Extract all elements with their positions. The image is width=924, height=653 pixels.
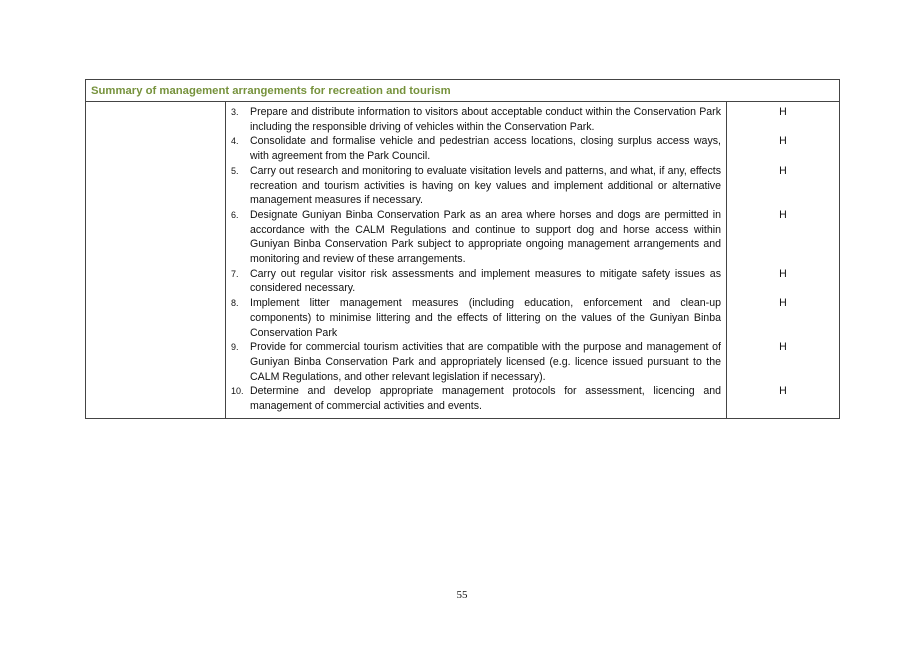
action-item	[231, 164, 721, 208]
table-header: Summary of management arrangements for recreation and tourism	[86, 80, 839, 102]
action-text: Consolidate and formalise vehicle and pedestrian access locations, closing surplus access ways, with agreement from the Park Council.	[250, 135, 721, 163]
priority-value: H	[779, 385, 787, 398]
action-text: Prepare and distribute information to visitors about acceptable conduct within the Conservation Park including the responsible driving of vehicles within the Conservation Park.	[250, 106, 721, 133]
priority-column	[727, 102, 839, 418]
page-number: 55	[456, 589, 468, 601]
empty-column	[86, 102, 226, 418]
action-number: 6.	[231, 209, 239, 220]
action-number: 3.	[231, 107, 239, 117]
action-item	[231, 296, 721, 340]
action-number: 9.	[231, 342, 239, 353]
action-text: Carry out regular visitor risk assessments and implement measures to mitigate safety issues as considered necessary.	[250, 267, 721, 295]
action-number: 4.	[231, 136, 239, 147]
action-number: 8.	[231, 298, 239, 309]
action-text: Designate Guniyan Binba Conservation Park as an area where horses and dogs are permitted in accordance with the CALM Regulations and continue to support dog and horse access within Guniyan Binba Conservation Park subject to appropriate ongoing management arrangements and monitoring and review of these arrangements.	[250, 208, 721, 266]
action-text: Carry out research and monitoring to evaluate visitation levels and patterns, and what, if any, effects recreation and tourism activities is having on key values and implement additional or alternative management measures if necessary.	[250, 164, 721, 207]
priority-value: H	[779, 164, 787, 177]
priority-value: H	[779, 208, 787, 221]
action-item	[231, 384, 721, 413]
action-item	[231, 267, 721, 296]
action-number: 7.	[231, 268, 239, 279]
action-list	[231, 105, 721, 414]
action-text: Implement litter management measures (including education, enforcement and clean-up components) to minimise littering and the effects of littering on the values of the Guniyan Binba Conservation Park	[250, 297, 721, 339]
priority-value: H	[779, 106, 787, 118]
priority-value: H	[779, 297, 787, 310]
management-summary-table	[85, 79, 840, 419]
action-item	[231, 134, 721, 163]
priority-value: H	[779, 341, 787, 354]
action-item	[231, 105, 721, 134]
action-number: 10.	[231, 386, 244, 397]
action-item	[231, 340, 721, 384]
table-body	[86, 102, 839, 418]
action-item	[231, 208, 721, 267]
priority-value: H	[779, 267, 787, 280]
action-text: Provide for commercial tourism activities that are compatible with the purpose and management of Guniyan Binba Conservation Park and appropriately licensed (e.g. licence issued pursuant to the CALM Regulations, and other relevant legislation if necessary).	[250, 341, 721, 383]
actions-column	[226, 102, 727, 418]
priority-value: H	[779, 135, 787, 148]
action-number: 5.	[231, 165, 239, 176]
action-text: Determine and develop appropriate management protocols for assessment, licencing and management of commercial activities and events.	[250, 385, 721, 413]
